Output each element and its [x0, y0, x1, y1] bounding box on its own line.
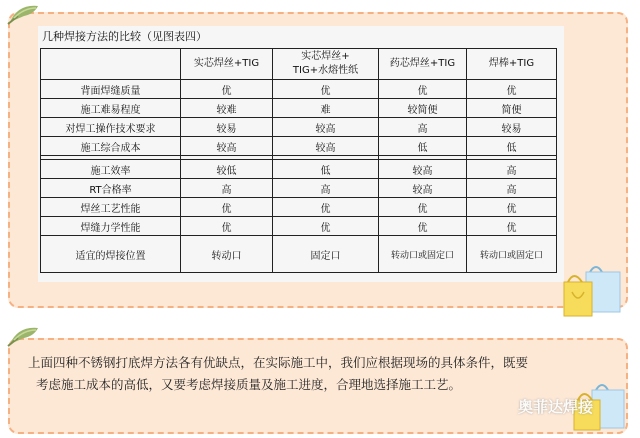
table-cell: 高: [467, 160, 557, 179]
table-cell: 转动口或固定口: [379, 236, 467, 273]
paragraph-line: 上面四种不锈钢打底焊方法各有优缺点，在实际施工中，我们应根据现场的具体条件，既要: [28, 355, 529, 370]
table-cell: 较高: [273, 118, 379, 137]
row-label: 焊丝工艺性能: [41, 198, 181, 217]
header-line: 实芯焊丝+: [301, 51, 350, 62]
table-cell: 优: [379, 217, 467, 236]
pushpin-icon: [4, 322, 44, 348]
table-cell: 优: [273, 80, 379, 99]
row-label: 施工难易程度: [41, 99, 181, 118]
shopping-bag-icon: [560, 262, 624, 320]
table-cell: 优: [181, 217, 273, 236]
table-cell: 高: [379, 118, 467, 137]
table-cell: 低: [467, 137, 557, 156]
table-cell: 较易: [181, 118, 273, 137]
table-cell: 优: [467, 80, 557, 99]
table-row: [41, 80, 557, 99]
table-cell: 转动口: [181, 236, 273, 273]
header-cell: [273, 49, 379, 80]
header-line: TIG+水熔性纸: [292, 65, 359, 76]
table-header-row: [41, 49, 557, 80]
table-cell: 低: [273, 160, 379, 179]
table-cell: 优: [467, 198, 557, 217]
table-cell: 固定口: [273, 236, 379, 273]
table-row: [41, 160, 557, 179]
table-cell: 高: [273, 179, 379, 198]
table-cell: 优: [379, 198, 467, 217]
table-cell: 优: [273, 198, 379, 217]
table-row: [41, 236, 557, 273]
row-label: 对焊工操作技术要求: [41, 118, 181, 137]
table-cell: 优: [181, 198, 273, 217]
table-cell: 较简便: [379, 99, 467, 118]
table-cell: 较易: [467, 118, 557, 137]
table-cell: 较高: [379, 179, 467, 198]
table-cell: 高: [181, 179, 273, 198]
header-cell: [41, 49, 181, 80]
table-cell: 优: [379, 80, 467, 99]
header-cell: 药芯焊丝+TIG: [379, 49, 467, 80]
header-cell: 实芯焊丝+TIG: [181, 49, 273, 80]
pushpin-icon: [4, 0, 44, 26]
table-cell: 简便: [467, 99, 557, 118]
comparison-document: [38, 26, 564, 282]
table-cell: 较高: [379, 160, 467, 179]
table-cell: 难: [273, 99, 379, 118]
row-label: 焊缝力学性能: [41, 217, 181, 236]
doc-title: 几种焊接方法的比较（见图表四）: [42, 30, 207, 43]
table-row: [41, 118, 557, 137]
table-cell: 高: [467, 179, 557, 198]
table-row: [41, 137, 557, 156]
table-row: [41, 217, 557, 236]
table-cell: 较难: [181, 99, 273, 118]
paragraph-line: 考虑施工成本的高低，又要考虑焊接质量及施工进度，合理地选择施工工艺。: [36, 377, 462, 392]
table-cell: 转动口或固定口: [467, 236, 557, 273]
table-row: [41, 198, 557, 217]
row-label: 背面焊缝质量: [41, 80, 181, 99]
table-cell: 优: [467, 217, 557, 236]
table-row: [41, 179, 557, 198]
header-cell: 焊棒+TIG: [467, 49, 557, 80]
table-cell: 较低: [181, 160, 273, 179]
table-cell: 优: [181, 80, 273, 99]
row-label: 施工效率: [41, 160, 181, 179]
summary-paragraph: [28, 352, 608, 396]
table-cell: 较高: [181, 137, 273, 156]
table-row: [41, 99, 557, 118]
watermark: 奥菲达焊接: [518, 398, 594, 416]
comparison-table: [40, 48, 557, 273]
row-label: 施工综合成本: [41, 137, 181, 156]
table-cell: 优: [273, 217, 379, 236]
table-cell: 较高: [273, 137, 379, 156]
table-cell: 低: [379, 137, 467, 156]
row-label: 适宜的焊接位置: [41, 236, 181, 273]
row-label: RT合格率: [41, 179, 181, 198]
